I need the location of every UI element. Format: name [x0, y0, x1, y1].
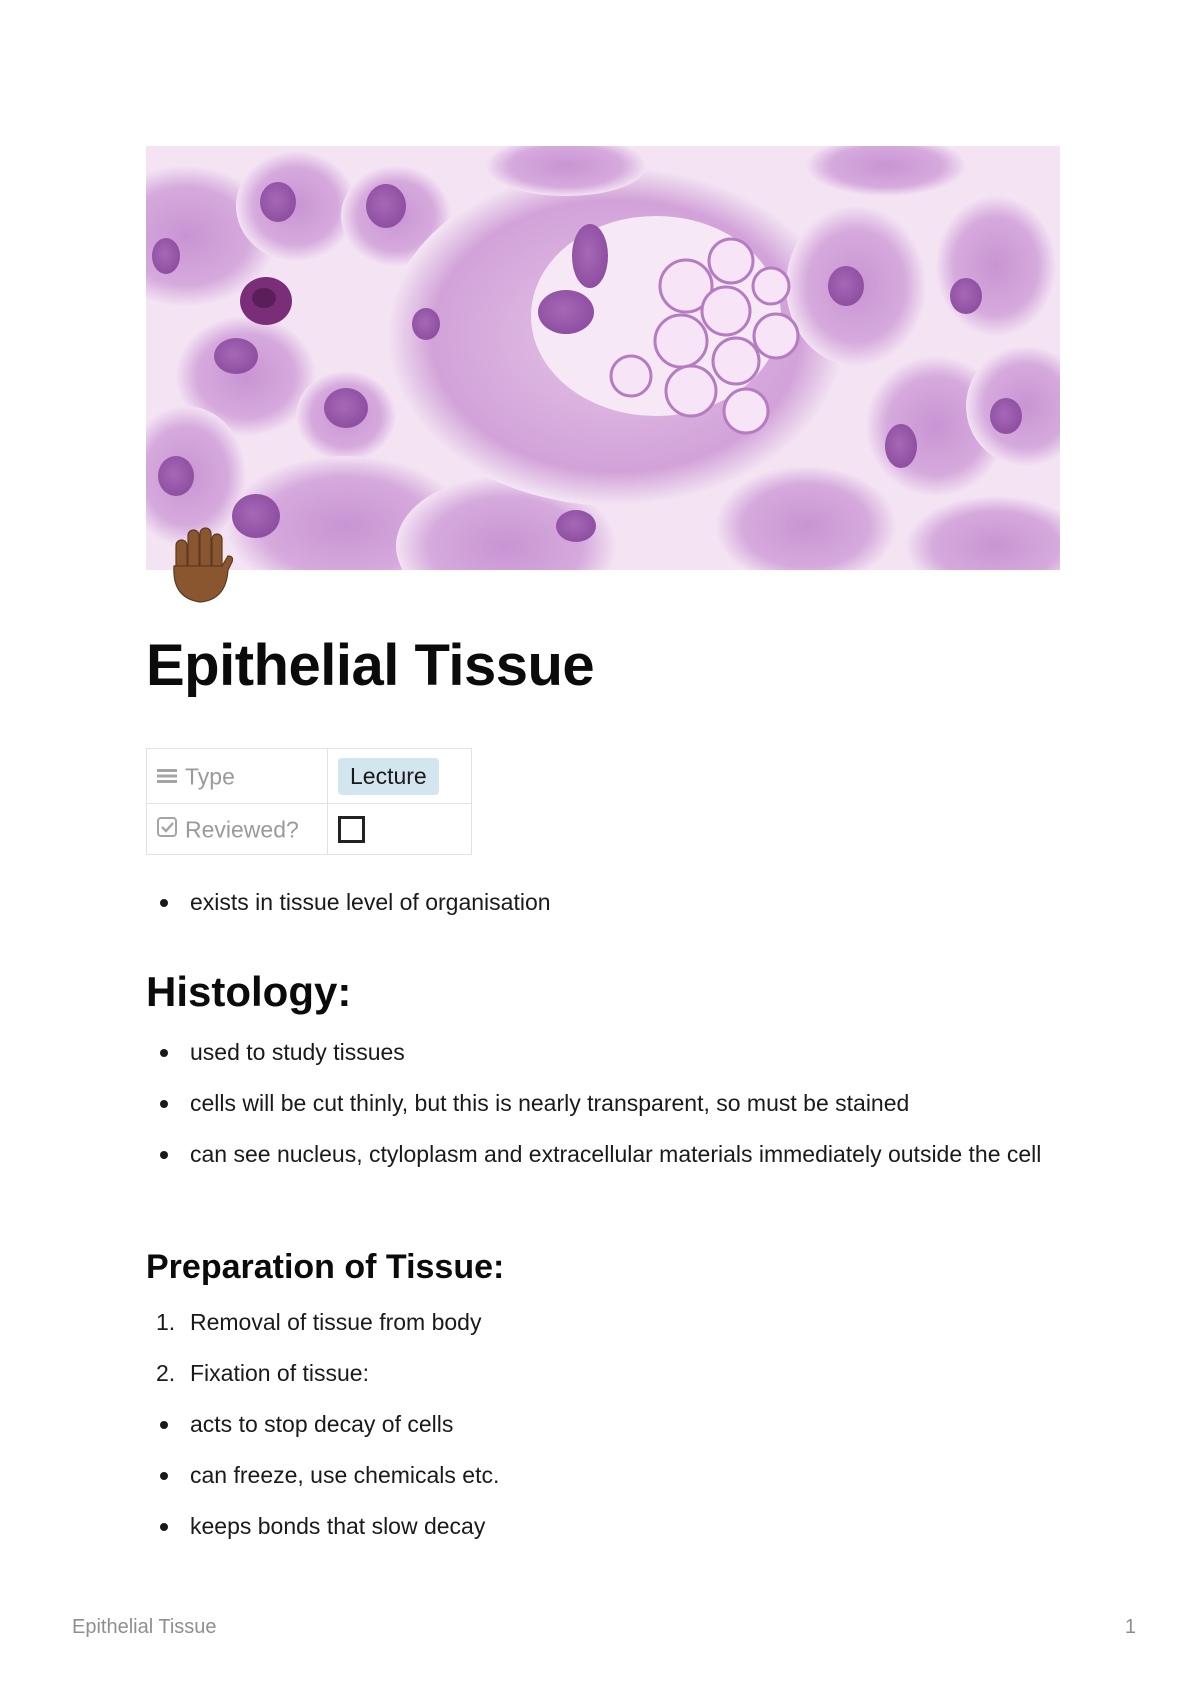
property-value-reviewed[interactable]: [328, 804, 472, 855]
type-tag[interactable]: Lecture: [338, 758, 439, 795]
raised-hand-icon: [166, 526, 236, 606]
property-key-type: [147, 749, 328, 804]
bullet-icon: [160, 899, 168, 907]
bullet-icon: [160, 1100, 168, 1108]
footer-title: Epithelial Tissue: [72, 1616, 217, 1638]
checkbox-icon: [157, 816, 177, 843]
list-item: exists in tissue level of organisation: [146, 884, 551, 920]
list-item: can freeze, use chemicals etc.: [146, 1457, 499, 1493]
histology-heading: Histology:: [146, 968, 352, 1015]
bullet-icon: [160, 1523, 168, 1531]
list-item: cells will be cut thinly, but this is nearly transparent, so must be stained: [146, 1085, 1066, 1121]
list-item: 1. Removal of tissue from body: [156, 1309, 482, 1335]
page-title: Epithelial Tissue: [146, 633, 595, 698]
histology-list: [146, 1034, 1066, 1187]
cover-image: [146, 146, 1060, 570]
reviewed-checkbox[interactable]: [338, 816, 365, 843]
list-item: 2. Fixation of tissue:: [156, 1360, 369, 1386]
property-label: Reviewed?: [185, 816, 299, 843]
intro-list: [146, 884, 551, 935]
list-lines-icon: [157, 763, 177, 790]
bullet-icon: [160, 1472, 168, 1480]
list-item: can see nucleus, ctyloplasm and extracellular materials immediately outside the cell: [146, 1136, 1066, 1172]
bullet-icon: [160, 1049, 168, 1057]
property-label: Type: [185, 763, 235, 790]
bullet-icon: [160, 1421, 168, 1429]
page-number: 1: [1124, 1616, 1136, 1638]
preparation-list: [146, 1406, 499, 1559]
properties-table: [146, 748, 472, 855]
list-item: used to study tissues: [146, 1034, 1066, 1070]
list-item: acts to stop decay of cells: [146, 1406, 499, 1442]
bullet-icon: [160, 1151, 168, 1159]
list-item: keeps bonds that slow decay: [146, 1508, 499, 1544]
property-row-reviewed: [147, 804, 472, 855]
property-value-type[interactable]: [328, 749, 472, 804]
property-key-reviewed: [147, 804, 328, 855]
preparation-numbered-list: [146, 1304, 481, 1406]
preparation-heading: Preparation of Tissue:: [146, 1248, 505, 1286]
property-row-type: [147, 749, 472, 804]
